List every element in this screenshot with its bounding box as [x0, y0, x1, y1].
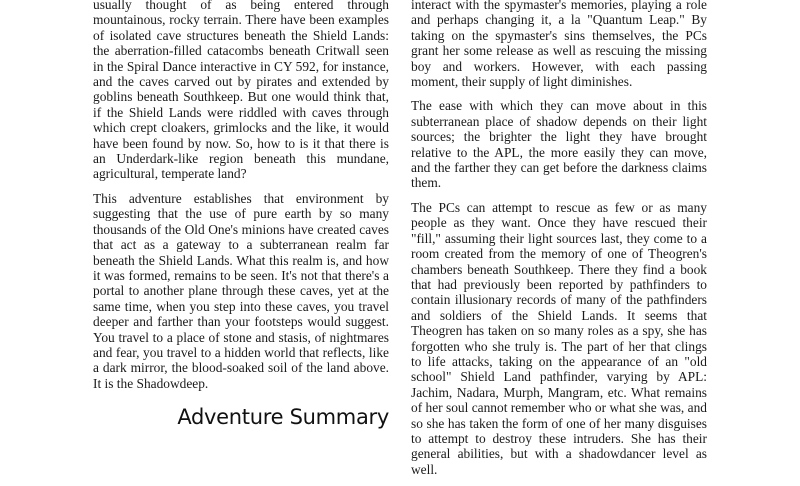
right-column [411, 0, 707, 486]
body-paragraph: The ease with which they can move about in this subterranean place of shadow depends on their light sources; the brighter the light they have brought relative to the APL, the more easily they can move, and the farther they can get before the darkness claims them. [411, 98, 707, 191]
body-paragraph: The PCs can attempt to rescue as few or as many people as they want. Once they have rescued their "fill," assuming their light sources last, they come to a room created from the memory of one of Theogren's chambers beneath Southkeep. There they find a book that had previously been reported by pathfinders to contain illusionary records of many of the pathfinders and soldiers of the Shield Lands. It seems that Theogren has taken on so many roles as a spy, she has forgotten who she truly is. The part of her that clings to life attacks, taking on the appearance of an "old school" Shield Land pathfinder, varying by APL: Jachim, Nadara, Murph, Mangram, etc. What remains of her soul cannot remember who or what she was, and so she has taken the form of one of her many disguises to attempt to destroy these intruders. She has their general abilities, but with a shadowdancer level as well. [411, 199, 707, 477]
body-paragraph: usually thought of as being entered through mountainous, rocky terrain. There have been examples of isolated cave structures beneath the Shield Lands: the aberration-filled catacombs beneath Critwall seen in the Spiral Dance interactive in CY 592, for instance, and the caves carved out by pirates and extended by goblins beneath Southkeep. But one would think that, if the Shield Lands were riddled with caves through which crept cloakers, grimlocks and the like, it would have been found by now. So, how to is it that there is an Underdark-like region beneath this mundane, agricultural, temperate land? [93, 0, 389, 182]
section-heading: Adventure Summary [177, 405, 389, 430]
left-column [93, 0, 389, 429]
body-paragraph: This adventure establishes that environment by suggesting that the use of pure earth by so many thousands of the Old One's minions have created caves that act as a gateway to a subterranean realm far beneath the Shield Lands. What this realm is, and how it was formed, remains to be seen. It's not that there's a portal to another plane through these caves, yet at the same time, when you step into these caves, you travel deeper and farther than your footsteps would suggest. You travel to a place of stone and stasis, of nightmares and fear, you travel to a hidden world that reflects, like a dark mirror, the blood-soaked soil of the land above. It is the Shadowdeep. [93, 190, 389, 391]
body-paragraph: interact with the spymaster's memories, playing a role and perhaps changing it, a la "Quantum Leap." By taking on the spymaster's sins themselves, the PCs grant her some release as well as rescuing the missing boy and workers. However, with each passing moment, their supply of light diminishes. [411, 0, 707, 90]
